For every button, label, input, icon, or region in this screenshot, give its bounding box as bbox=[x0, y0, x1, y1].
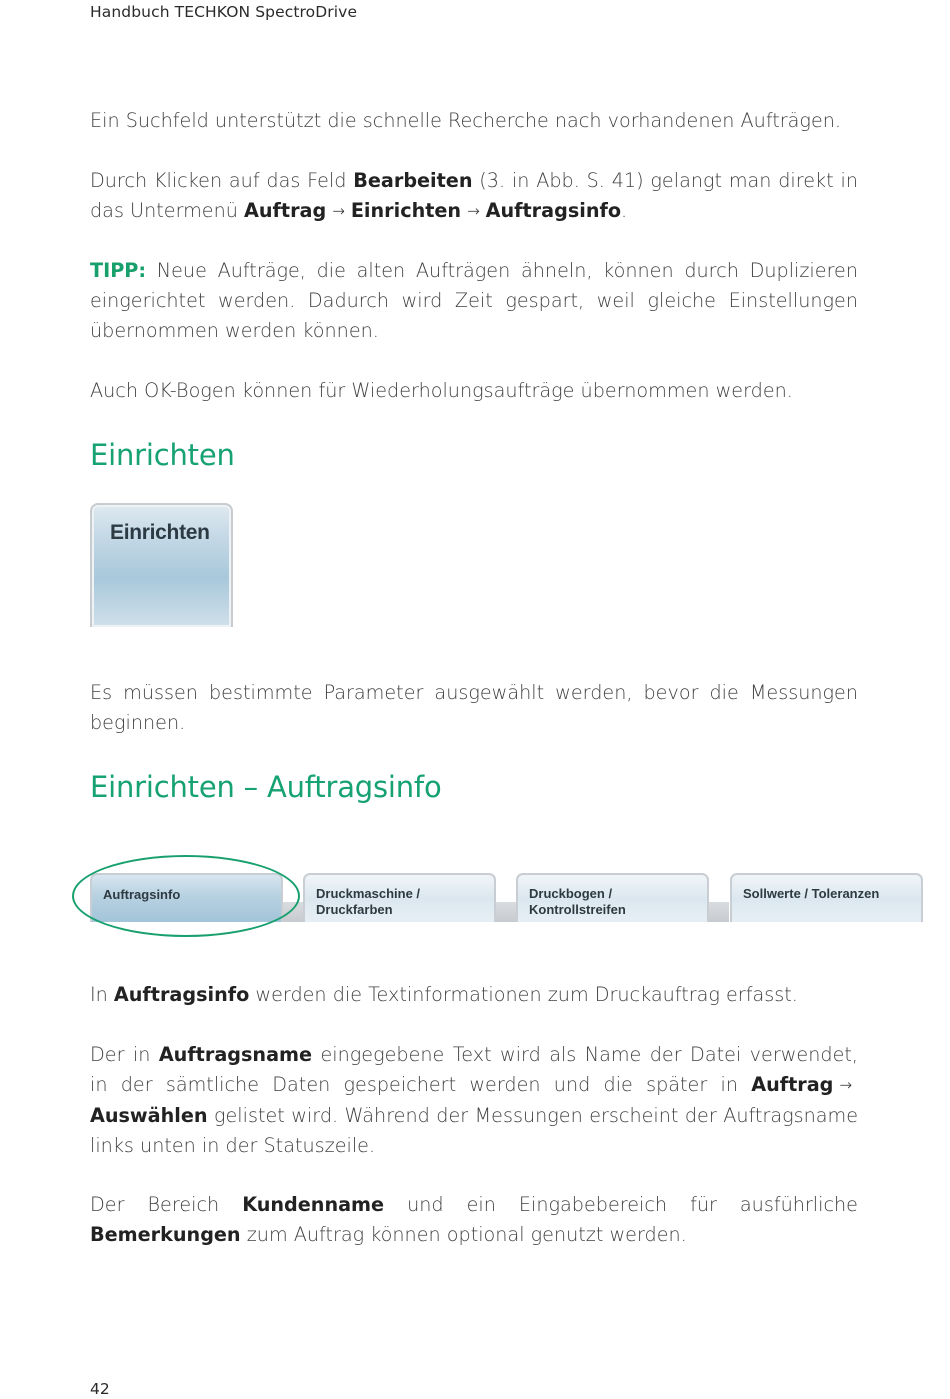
heading-einrichten-auftragsinfo: Einrichten – Auftragsinfo bbox=[90, 770, 442, 804]
tab-auftragsinfo: Auftragsinfo bbox=[90, 873, 283, 922]
tipp-label: TIPP: bbox=[90, 259, 147, 282]
term-einrichten: Einrichten bbox=[350, 199, 462, 222]
term-auftragsinfo: Auftragsinfo bbox=[485, 199, 622, 222]
term-bearbeiten: Bearbeiten bbox=[353, 169, 473, 192]
paragraph-search-field: Ein Suchfeld unterstützt die schnelle Recherche nach vorhandenen Aufträgen. bbox=[90, 109, 842, 132]
term-auftrag: Auftrag bbox=[751, 1073, 834, 1096]
arrow-right-icon: → bbox=[839, 1076, 852, 1094]
paragraph-auftragsname: Der in Auftragsname eingegebene Text wird als Name der Datei verwendet, in der sämtliche Daten gespeichert werden und die später in Auftrag →Auswählen gelistet wird. Während der Messungen erscheint der Auftragsname links unten in der Statuszeile. bbox=[90, 1043, 858, 1157]
arrow-right-icon: → bbox=[467, 202, 480, 220]
einrichten-button-screenshot bbox=[90, 503, 233, 627]
term-auftragsname: Auftragsname bbox=[158, 1043, 313, 1066]
term-auftrag: Auftrag bbox=[244, 199, 327, 222]
paragraph-ok-bogen: Auch OK-Bogen können für Wiederholungsaufträge übernommen werden. bbox=[90, 379, 793, 402]
tab-druckmaschine: Druckmaschine / Druckfarben bbox=[303, 873, 496, 922]
term-kundenname: Kundenname bbox=[242, 1193, 385, 1216]
paragraph-auftragsinfo: In Auftragsinfo werden die Textinformationen zum Druckauftrag erfasst. bbox=[90, 983, 798, 1006]
page-number: 42 bbox=[90, 1380, 110, 1398]
arrow-right-icon: → bbox=[332, 202, 345, 220]
tab-sollwerte: Sollwerte / Toleranzen bbox=[730, 873, 923, 922]
term-auftragsinfo: Auftragsinfo bbox=[113, 983, 250, 1006]
paragraph-kundenname: Der Bereich Kundenname und ein Eingabebereich für ausführliche Bemerkungen zum Auftrag können optional genutzt werden. bbox=[90, 1193, 858, 1246]
tab-druckbogen: Druckbogen / Kontrollstreifen bbox=[516, 873, 709, 922]
heading-einrichten: Einrichten bbox=[90, 438, 235, 472]
term-auswaehlen: Auswählen bbox=[90, 1104, 208, 1127]
term-bemerkungen: Bemerkungen bbox=[90, 1223, 241, 1246]
tab-strip-screenshot bbox=[90, 870, 880, 922]
einrichten-button-label: Einrichten bbox=[110, 521, 210, 544]
paragraph-tipp: TIPP: Neue Aufträge, die alten Aufträgen ähneln, können durch Duplizieren eingerichtet werden. Dadurch wird Zeit gespart, weil gleiche Einstellungen übernommen werden können. bbox=[90, 259, 858, 342]
paragraph-parameters: Es müssen bestimmte Parameter ausgewählt werden, bevor die Messungen beginnen. bbox=[90, 681, 858, 734]
running-header: Handbuch TECHKON SpectroDrive bbox=[90, 3, 358, 21]
paragraph-edit-field: Durch Klicken auf das Feld Bearbeiten (3. in Abb. S. 41) gelangt man direkt in das Untermenü Auftrag → Einrichten → Auftragsinfo. bbox=[90, 166, 858, 227]
